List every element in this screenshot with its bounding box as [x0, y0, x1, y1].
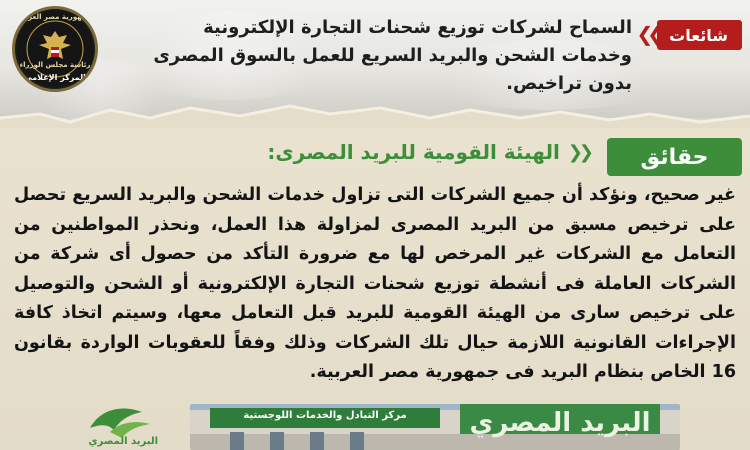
chevron-double-icon: ❮❮	[567, 141, 590, 163]
rumor-badge-label: شائعات	[669, 25, 728, 45]
fact-body: غير صحيح، ونؤكد أن جميع الشركات التى تزاول خدمات الشحن والبريد السريع تحصل على ترخيص مسبق من البريد المصرى لمزاولة هذا العمل، ونحذر المواطنين من التعامل مع الشركات غير المرخص لها مع ضرورة التأكد من حصول أى شركة من الشركات العاملة فى أنشطة توزيع شحنات التجارة الإلكترونية أو الشحن والتوصيل على ترخيص سارى من الهيئة القومية للبريد قبل التعامل معها، وسيتم اتخاذ كافة الإجراءات القانونية اللازمة حيال تلك الشركات وذلك وفقاً للعقوبات الواردة بقانون 16 الخاص بنظام البريد فى جمهورية مصر العربية.	[14, 185, 736, 382]
egypt-post-logo	[80, 400, 162, 450]
media-center-logo	[12, 6, 98, 92]
building-sign-text: مركز التبادل والخدمات اللوجستية	[243, 410, 407, 421]
post-logo-text: البريد المصري	[88, 436, 158, 447]
logo-mid-text: رئاسة مجلس الوزراء	[19, 61, 91, 69]
rumor-chevron-icon: ❮❮	[636, 22, 658, 46]
logo-bottom-text: المركز الإعلامي	[24, 73, 86, 82]
building-big-sign-text: البريد المصري	[469, 408, 651, 438]
fact-heading	[267, 140, 590, 164]
fact-heading-text: الهيئة القومية للبريد المصرى:	[267, 140, 560, 164]
post-building-photo	[190, 404, 680, 450]
rumor-badge	[657, 20, 742, 50]
fact-badge	[607, 138, 742, 176]
fact-badge-label: حقائق	[640, 144, 709, 170]
logo-top-text: جمهورية مصر العربية	[18, 13, 92, 21]
rumor-text: السماح لشركات توزيع شحنات التجارة الإلكترونية وخدمات الشحن والبريد السريع للعمل بالسوق المصرى بدون تراخيص.	[153, 17, 632, 94]
